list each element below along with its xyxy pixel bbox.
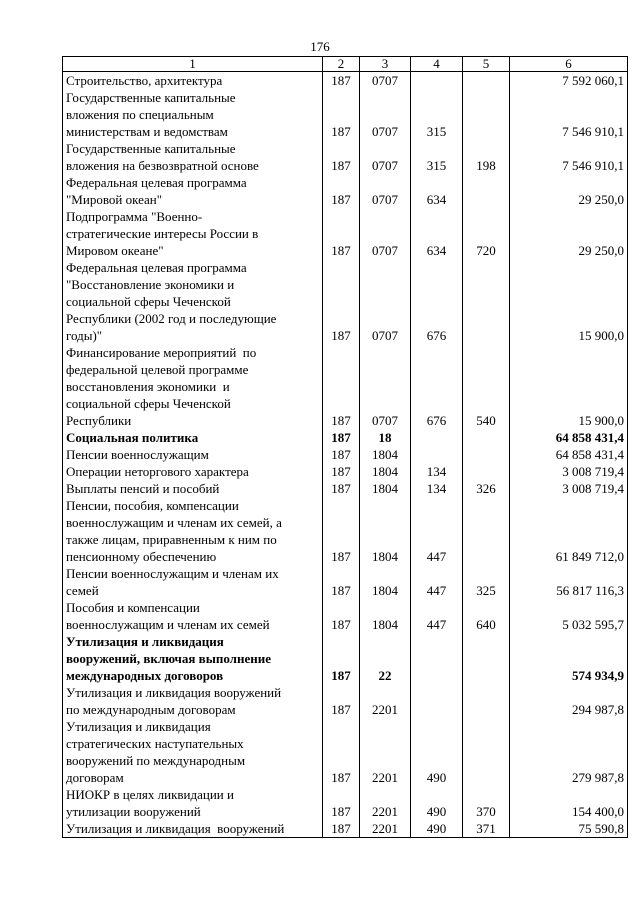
section-code-cell: 187 (323, 174, 360, 208)
article-code-cell: 676 (411, 259, 463, 344)
amount-cell: 3 008 719,4 (510, 463, 628, 480)
amount-cell: 294 987,8 (510, 684, 628, 718)
header-cell-3: 3 (360, 57, 411, 72)
subsection-code-cell: 2201 (360, 718, 411, 786)
article-code-cell (411, 446, 463, 463)
row-name-cell: Пенсии военнослужащим (63, 446, 323, 463)
subsection-code-cell: 1804 (360, 480, 411, 497)
section-code-cell: 187 (323, 599, 360, 633)
amount-cell: 29 250,0 (510, 208, 628, 259)
amount-cell: 75 590,8 (510, 820, 628, 838)
table-row (63, 718, 628, 786)
expense-type-cell: 540 (463, 344, 510, 429)
expense-type-cell: 325 (463, 565, 510, 599)
section-code-cell: 187 (323, 429, 360, 446)
subsection-code-cell: 1804 (360, 497, 411, 565)
table-row (63, 89, 628, 140)
expense-type-cell (463, 718, 510, 786)
subsection-code-cell: 22 (360, 633, 411, 684)
subsection-code-cell: 2201 (360, 820, 411, 838)
row-name-cell: Строительство, архитектура (63, 72, 323, 90)
article-code-cell: 634 (411, 174, 463, 208)
subsection-code-cell: 0707 (360, 344, 411, 429)
row-name-cell: Федеральная целевая программа "Восстановление экономики и социальной сферы Чеченской Республики (2002 год и последующие годы)" (63, 259, 323, 344)
expense-type-cell: 198 (463, 140, 510, 174)
header-cell-4: 4 (411, 57, 463, 72)
expense-type-cell (463, 72, 510, 90)
article-code-cell: 676 (411, 344, 463, 429)
amount-cell: 64 858 431,4 (510, 429, 628, 446)
row-name-cell: Социальная политика (63, 429, 323, 446)
section-code-cell: 187 (323, 684, 360, 718)
expense-type-cell (463, 89, 510, 140)
expense-type-cell: 640 (463, 599, 510, 633)
row-name-cell: Финансирование мероприятий по федеральной целевой программе восстановления экономики и социальной сферы Чеченской Республики (63, 344, 323, 429)
amount-cell: 7 592 060,1 (510, 72, 628, 90)
row-name-cell: Утилизация и ликвидация вооружений (63, 820, 323, 838)
expense-type-cell: 371 (463, 820, 510, 838)
header-cell-5: 5 (463, 57, 510, 72)
expense-type-cell (463, 446, 510, 463)
table-row (63, 174, 628, 208)
amount-cell: 29 250,0 (510, 174, 628, 208)
article-code-cell (411, 72, 463, 90)
expense-type-cell (463, 633, 510, 684)
section-code-cell: 187 (323, 820, 360, 838)
subsection-code-cell: 1804 (360, 463, 411, 480)
table-row (63, 820, 628, 838)
table-row (63, 565, 628, 599)
article-code-cell: 447 (411, 599, 463, 633)
amount-cell: 154 400,0 (510, 786, 628, 820)
article-code-cell: 447 (411, 497, 463, 565)
article-code-cell: 315 (411, 89, 463, 140)
section-code-cell: 187 (323, 344, 360, 429)
row-name-cell: Операции неторгового характера (63, 463, 323, 480)
table-row (63, 599, 628, 633)
section-code-cell: 187 (323, 259, 360, 344)
article-code-cell: 490 (411, 820, 463, 838)
amount-cell: 15 900,0 (510, 259, 628, 344)
budget-table (62, 56, 628, 838)
subsection-code-cell: 2201 (360, 684, 411, 718)
subsection-code-cell: 1804 (360, 565, 411, 599)
subsection-code-cell: 0707 (360, 259, 411, 344)
table-row (63, 446, 628, 463)
row-name-cell: Подпрограмма "Военно- стратегические интересы России в Мировом океане" (63, 208, 323, 259)
subsection-code-cell: 2201 (360, 786, 411, 820)
expense-type-cell (463, 463, 510, 480)
row-name-cell: НИОКР в целях ликвидации и утилизации вооружений (63, 786, 323, 820)
expense-type-cell: 326 (463, 480, 510, 497)
table-row (63, 208, 628, 259)
table-row (63, 497, 628, 565)
amount-cell: 279 987,8 (510, 718, 628, 786)
article-code-cell: 315 (411, 140, 463, 174)
article-code-cell: 134 (411, 480, 463, 497)
amount-cell: 3 008 719,4 (510, 480, 628, 497)
article-code-cell (411, 684, 463, 718)
amount-cell: 61 849 712,0 (510, 497, 628, 565)
table-row (63, 72, 628, 90)
expense-type-cell (463, 497, 510, 565)
header-cell-2: 2 (323, 57, 360, 72)
row-name-cell: Пенсии, пособия, компенсации военнослужащим и членам их семей, а также лицам, приравненным к ним по пенсионному обеспечению (63, 497, 323, 565)
article-code-cell: 447 (411, 565, 463, 599)
row-name-cell: Государственные капитальные вложения на безвозвратной основе (63, 140, 323, 174)
row-name-cell: Утилизация и ликвидация стратегических наступательных вооружений по международным договорам (63, 718, 323, 786)
amount-cell: 64 858 431,4 (510, 446, 628, 463)
amount-cell: 56 817 116,3 (510, 565, 628, 599)
table-row (63, 259, 628, 344)
section-code-cell: 187 (323, 446, 360, 463)
section-code-cell: 187 (323, 72, 360, 90)
article-code-cell (411, 633, 463, 684)
article-code-cell: 634 (411, 208, 463, 259)
section-code-cell: 187 (323, 497, 360, 565)
table-row (63, 633, 628, 684)
section-code-cell: 187 (323, 463, 360, 480)
expense-type-cell (463, 684, 510, 718)
table-row (63, 429, 628, 446)
section-code-cell: 187 (323, 786, 360, 820)
row-name-cell: Пособия и компенсации военнослужащим и членам их семей (63, 599, 323, 633)
subsection-code-cell: 0707 (360, 208, 411, 259)
section-code-cell: 187 (323, 565, 360, 599)
table-row (63, 480, 628, 497)
section-code-cell: 187 (323, 718, 360, 786)
subsection-code-cell: 1804 (360, 599, 411, 633)
section-code-cell: 187 (323, 140, 360, 174)
table-row (63, 140, 628, 174)
article-code-cell: 490 (411, 718, 463, 786)
row-name-cell: Федеральная целевая программа "Мировой океан" (63, 174, 323, 208)
amount-cell: 7 546 910,1 (510, 140, 628, 174)
amount-cell: 574 934,9 (510, 633, 628, 684)
expense-type-cell (463, 174, 510, 208)
section-code-cell: 187 (323, 208, 360, 259)
row-name-cell: Утилизация и ликвидация вооружений по международным договорам (63, 684, 323, 718)
header-cell-1: 1 (63, 57, 323, 72)
expense-type-cell (463, 259, 510, 344)
row-name-cell: Пенсии военнослужащим и членам их семей (63, 565, 323, 599)
expense-type-cell: 720 (463, 208, 510, 259)
section-code-cell: 187 (323, 89, 360, 140)
table-row (63, 344, 628, 429)
subsection-code-cell: 0707 (360, 89, 411, 140)
subsection-code-cell: 1804 (360, 446, 411, 463)
table-row (63, 684, 628, 718)
subsection-code-cell: 18 (360, 429, 411, 446)
section-code-cell: 187 (323, 633, 360, 684)
table-row (63, 463, 628, 480)
header-row (63, 57, 628, 72)
amount-cell: 7 546 910,1 (510, 89, 628, 140)
page-number: 176 (310, 39, 330, 54)
article-code-cell (411, 429, 463, 446)
subsection-code-cell: 0707 (360, 140, 411, 174)
row-name-cell: Выплаты пенсий и пособий (63, 480, 323, 497)
table-row (63, 786, 628, 820)
article-code-cell: 490 (411, 786, 463, 820)
subsection-code-cell: 0707 (360, 174, 411, 208)
article-code-cell: 134 (411, 463, 463, 480)
header-cell-6: 6 (510, 57, 628, 72)
amount-cell: 15 900,0 (510, 344, 628, 429)
expense-type-cell (463, 429, 510, 446)
subsection-code-cell: 0707 (360, 72, 411, 90)
expense-type-cell: 370 (463, 786, 510, 820)
section-code-cell: 187 (323, 480, 360, 497)
row-name-cell: Утилизация и ликвидация вооружений, включая выполнение международных договоров (63, 633, 323, 684)
amount-cell: 5 032 595,7 (510, 599, 628, 633)
row-name-cell: Государственные капитальные вложения по специальным министерствам и ведомствам (63, 89, 323, 140)
